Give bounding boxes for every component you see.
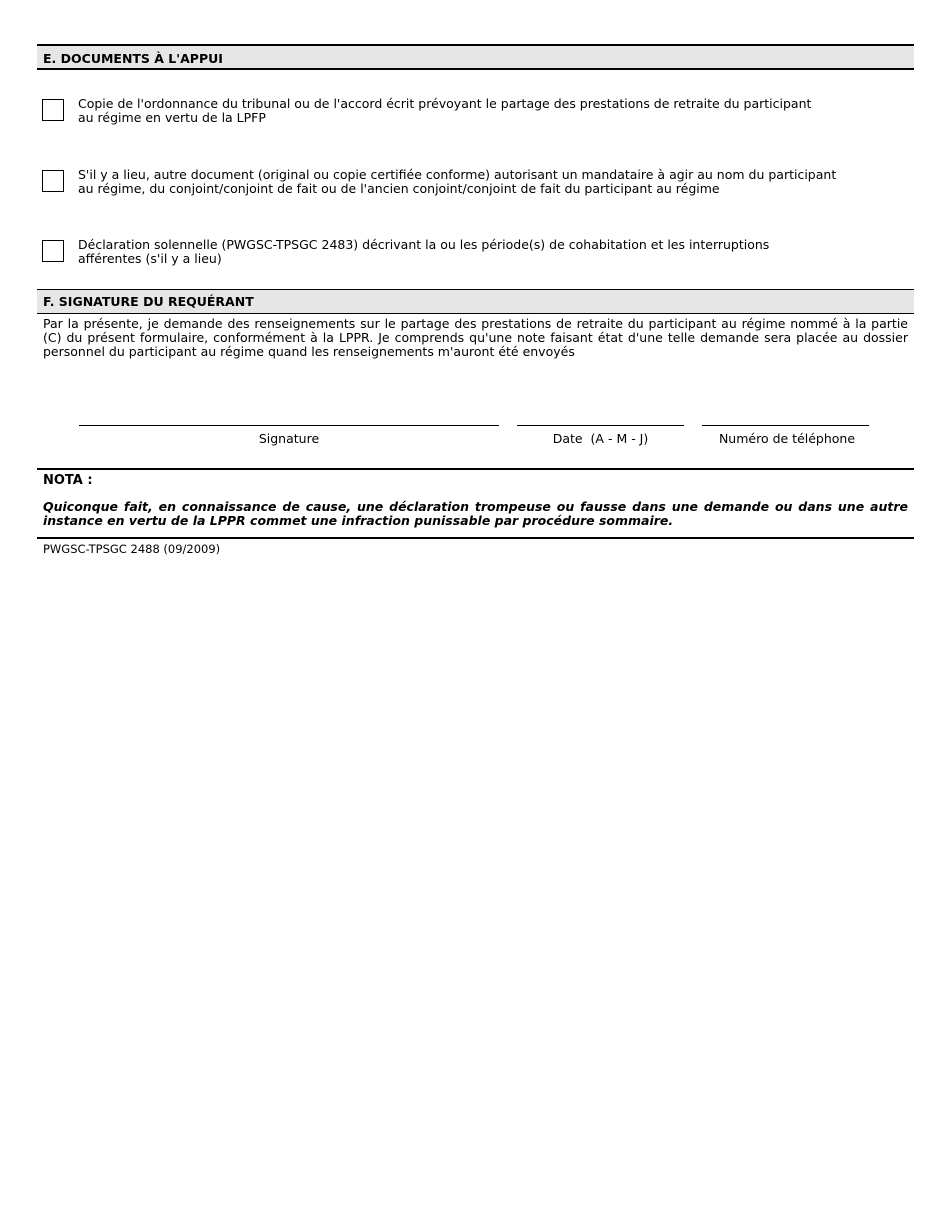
solemn-declaration-checkbox[interactable]	[42, 240, 64, 262]
section-e-header	[37, 44, 914, 70]
document-item-text	[78, 168, 898, 196]
document-item-line: Déclaration solennelle (PWGSC-TPSGC 2483) décrivant la ou les période(s) de cohabitation et les interruptions	[78, 237, 770, 252]
document-item-line: Copie de l'ordonnance du tribunal ou de l'accord écrit prévoyant le partage des prestations de retraite du participant	[78, 96, 812, 111]
nota-warning-text: Quiconque fait, en connaissance de cause, une déclaration trompeuse ou fausse dans une demande ou dans une autre instance en vertu de la LPPR commet une infraction punissable par procédure sommaire.	[43, 499, 908, 528]
form-number: PWGSC-TPSGC 2488 (09/2009)	[43, 542, 221, 556]
phone-number-label: Numéro de téléphone	[718, 431, 856, 446]
nota-top-divider	[37, 468, 914, 470]
document-item-line: S'il y a lieu, autre document (original ou copie certifiée conforme) autorisant un mandataire à agir au nom du participant	[78, 167, 837, 182]
document-item-text	[78, 97, 898, 125]
document-item-line: afférentes (s'il y a lieu)	[78, 251, 222, 266]
signature-label: Signature	[258, 431, 320, 446]
nota-bottom-divider	[37, 537, 914, 539]
court-order-checkbox[interactable]	[42, 99, 64, 121]
nota-title: NOTA :	[43, 473, 93, 488]
document-item-text	[78, 238, 898, 266]
date-field[interactable]	[517, 425, 684, 426]
signature-field[interactable]	[79, 425, 499, 426]
phone-number-field[interactable]	[702, 425, 869, 426]
section-f-title: F. SIGNATURE DU REQUÉRANT	[43, 294, 254, 309]
section-e-title: E. DOCUMENTS À L'APPUI	[43, 51, 223, 66]
date-label: Date (A - M - J)	[552, 431, 649, 446]
section-f-header	[37, 289, 914, 314]
applicant-declaration-text: Par la présente, je demande des renseignements sur le partage des prestations de retraite du participant au régime nommé à la partie (C) du présent formulaire, conformément à la LPPR. Je comprends qu'une note faisant état d'une telle demande sera placée au dossier personnel du participant au régime quand les renseignements m'auront été envoyés	[43, 316, 908, 359]
authorization-document-checkbox[interactable]	[42, 170, 64, 192]
document-item-line: au régime en vertu de la LPFP	[78, 110, 266, 125]
document-item-line: au régime, du conjoint/conjoint de fait ou de l'ancien conjoint/conjoint de fait du participant au régime	[78, 181, 720, 196]
